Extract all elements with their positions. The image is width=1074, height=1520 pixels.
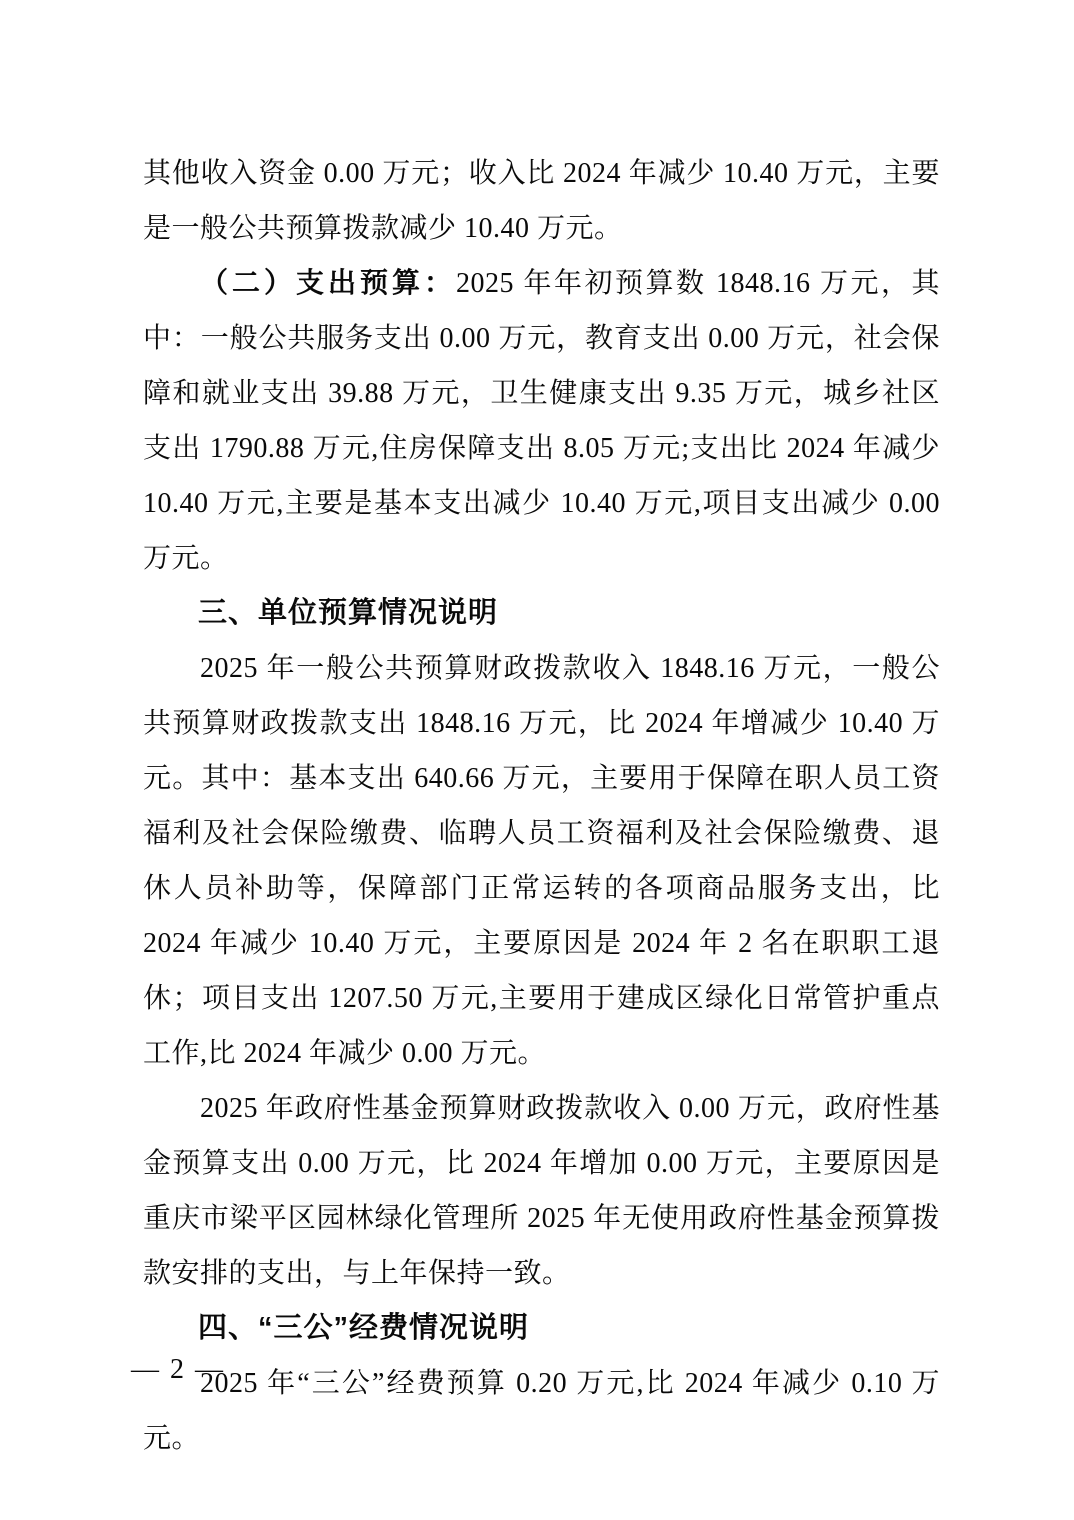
paragraph-expense-budget [143, 256, 940, 586]
paragraph-government-fund-budget: 2025 年政府性基金预算财政拨款收入 0.00 万元，政府性基金预算支出 0.00 万元，比 2024 年增加 0.00 万元，主要原因是重庆市梁平区园林绿化管理所 2025 年无使用政府性基金预算拨款安排的支出，与上年保持一致。 [143, 1093, 940, 1289]
page-number: — 2 — [131, 1354, 225, 1385]
heading-section-4: 四、“三公”经费情况说明 [198, 1312, 530, 1344]
paragraph-sangong-expense: 2025 年“三公”经费预算 0.20 万元,比 2024 年减少 0.10 万元。 [143, 1368, 940, 1454]
paragraph-expense-budget-label: （二）支出预算： [200, 268, 456, 299]
paragraph-expense-budget-text: 2025 年年初预算数 1848.16 万元，其中：一般公共服务支出 0.00 万元，教育支出 0.00 万元，社会保障和就业支出 39.88 万元，卫生健康支出 9.35 万元，城乡社区支出 1790.88 万元,住房保障支出 8.05 万元;支出比 2024 年减少 10.40 万元,主要是基本支出减少 10.40 万元,项目支出减少 0.00 万元。 [143, 268, 940, 574]
paragraph-general-budget-detail: 2025 年一般公共预算财政拨款收入 1848.16 万元，一般公共预算财政拨款支出 1848.16 万元，比 2024 年增减少 10.40 万元。其中：基本支出 640.66 万元，主要用于保障在职人员工资福利及社会保险缴费、临聘人员工资福利及社会保险缴费、退休人员补助等，保障部门正常运转的各项商品服务支出，比 2024 年减少 10.40 万元，主要原因是 2024 年 2 名在职职工退休；项目支出 1207.50 万元,主要用于建成区绿化日常管护重点工作,比 2024 年减少 0.00 万元。 [143, 653, 940, 1069]
heading-section-3: 三、单位预算情况说明 [198, 597, 499, 629]
paragraph-income-continuation: 其他收入资金 0.00 万元；收入比 2024 年减少 10.40 万元，主要是一般公共预算拨款减少 10.40 万元。 [143, 158, 940, 244]
document-body [143, 146, 940, 1466]
